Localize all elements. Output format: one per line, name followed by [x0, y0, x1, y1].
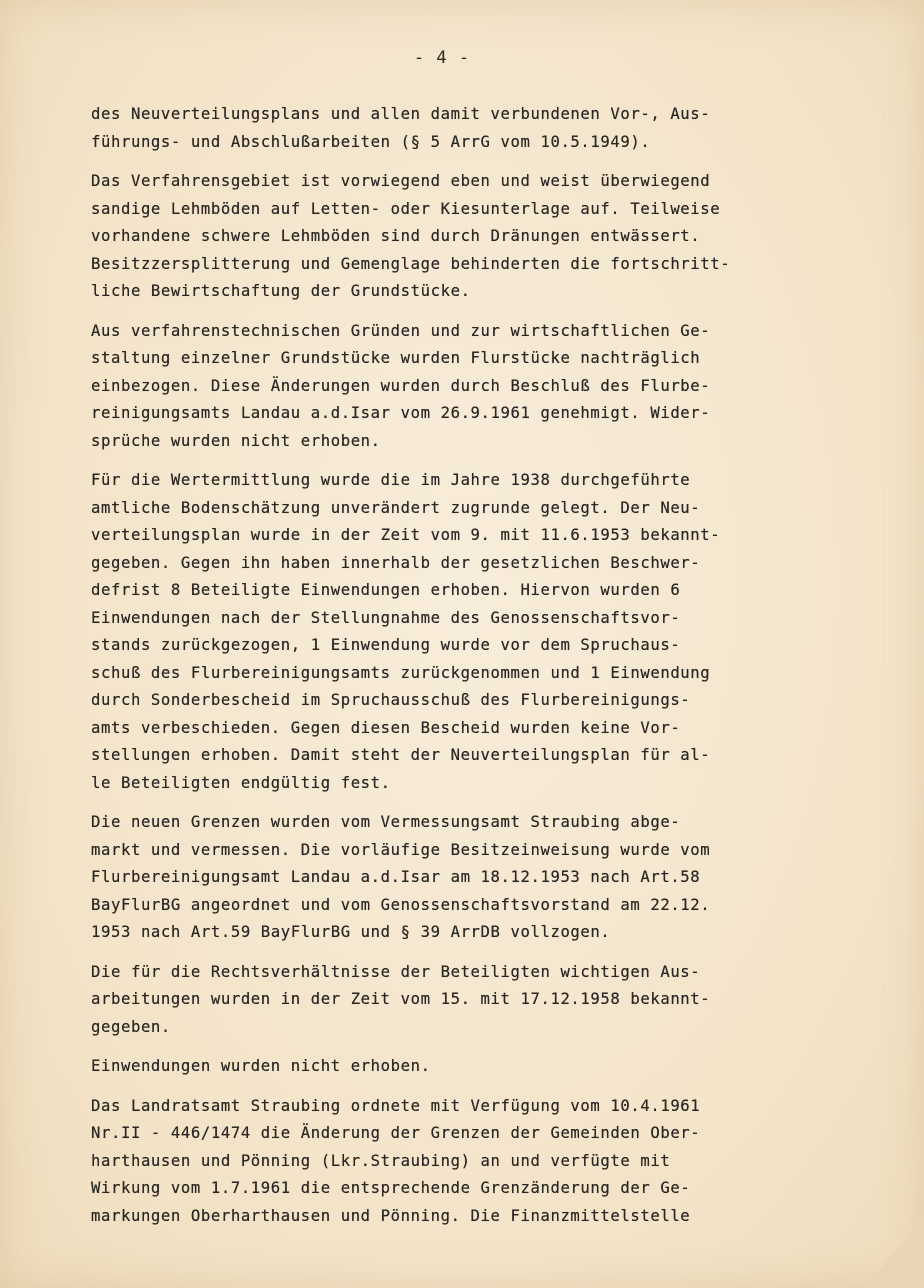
text-line: Die neuen Grenzen wurden vom Vermessungsamt Straubing abge- — [91, 813, 681, 831]
text-line: gegeben. Gegen ihn haben innerhalb der gesetzlichen Beschwer- — [91, 553, 701, 572]
page-number: - 4 - — [413, 48, 471, 68]
paragraph — [91, 318, 811, 456]
text-line: schuß des Flurbereinigungsamts zurückgenommen und 1 Einwendung — [91, 663, 711, 682]
text-line: Flurbereinigungsamt Landau a.d.Isar am 18.12.1953 nach Art.58 — [91, 868, 701, 886]
paragraph — [91, 101, 811, 156]
paragraph — [91, 467, 811, 797]
text-line: des Neuverteilungsplans und allen damit verbundenen Vor-, Aus- — [91, 105, 711, 123]
text-line: verteilungsplan wurde in der Zeit vom 9. mit 11.6.1953 bekannt- — [91, 526, 721, 544]
paragraph — [91, 809, 811, 947]
paragraph — [91, 168, 811, 306]
text-line: Die für die Rechtsverhältnisse der Beteiligten wichtigen Aus- — [91, 962, 701, 981]
text-line: sprüche wurden nicht erhoben. — [91, 431, 381, 450]
text-line: führungs- und Abschlußarbeiten (§ 5 ArrG vom 10.5.1949). — [91, 132, 651, 151]
text-line: vorhandene schwere Lehmböden sind durch Dränungen entwässert. — [91, 227, 701, 245]
text-line: Für die Wertermittlung wurde die im Jahre 1938 durchgeführte — [91, 471, 691, 489]
text-line: gegeben. — [91, 1017, 171, 1036]
text-line: arbeitungen wurden in der Zeit vom 15. mit 17.12.1958 bekannt- — [91, 990, 711, 1008]
paragraph — [91, 959, 811, 1042]
text-line: sandige Lehmböden auf Letten- oder Kiesunterlage auf. Teilweise — [91, 199, 721, 218]
text-line: amts verbeschieden. Gegen diesen Bescheid wurden keine Vor- — [91, 718, 681, 737]
text-line: reinigungsamts Landau a.d.Isar vom 26.9.1961 genehmigt. Wider- — [91, 404, 711, 422]
text-line: BayFlurBG angeordnet und vom Genossenschaftsvorstand am 22.12. — [91, 895, 711, 914]
text-line: liche Bewirtschaftung der Grundstücke. — [91, 282, 471, 300]
paragraph — [91, 1093, 811, 1231]
text-line: stands zurückgezogen, 1 Einwendung wurde vor dem Spruchaus- — [91, 636, 681, 654]
text-line: le Beteiligten endgültig fest. — [91, 773, 391, 792]
text-line: durch Sonderbescheid im Spruchausschuß des Flurbereinigungs- — [91, 691, 691, 709]
text-line: Wirkung vom 1.7.1961 die entsprechende Grenzänderung der Ge- — [91, 1179, 691, 1197]
text-line: defrist 8 Beteiligte Einwendungen erhoben. Hiervon wurden 6 — [91, 581, 681, 599]
document-body — [91, 101, 811, 1242]
text-line: staltung einzelner Grundstücke wurden Flurstücke nachträglich — [91, 349, 701, 367]
text-line: Einwendungen nach der Stellungnahme des Genossenschaftsvor- — [91, 608, 681, 627]
text-line: Das Verfahrensgebiet ist vorwiegend eben und weist überwiegend — [91, 172, 711, 190]
text-line: einbezogen. Diese Änderungen wurden durch Beschluß des Flurbe- — [91, 376, 711, 395]
page-corner-fold — [864, 1218, 924, 1288]
paragraph — [91, 1053, 811, 1081]
text-line: harthausen und Pönning (Lkr.Straubing) an und verfügte mit — [91, 1151, 671, 1170]
text-line: stellungen erhoben. Damit steht der Neuverteilungsplan für al- — [91, 746, 711, 764]
text-line: 1953 nach Art.59 BayFlurBG und § 39 ArrDB vollzogen. — [91, 923, 611, 941]
text-line: Besitzzersplitterung und Gemenglage behinderten die fortschritt- — [91, 254, 731, 273]
text-line: Nr.II - 446/1474 die Änderung der Grenzen der Gemeinden Ober- — [91, 1124, 701, 1142]
text-line: markt und vermessen. Die vorläufige Besitzeinweisung wurde vom — [91, 840, 711, 859]
text-line: Das Landratsamt Straubing ordnete mit Verfügung vom 10.4.1961 — [91, 1096, 701, 1115]
text-line: amtliche Bodenschätzung unverändert zugrunde gelegt. Der Neu- — [91, 498, 701, 517]
text-line: Einwendungen wurden nicht erhoben. — [91, 1057, 431, 1075]
text-line: Aus verfahrenstechnischen Gründen und zur wirtschaftlichen Ge- — [91, 321, 711, 340]
text-line: markungen Oberharthausen und Pönning. Die Finanzmittelstelle — [91, 1206, 691, 1225]
